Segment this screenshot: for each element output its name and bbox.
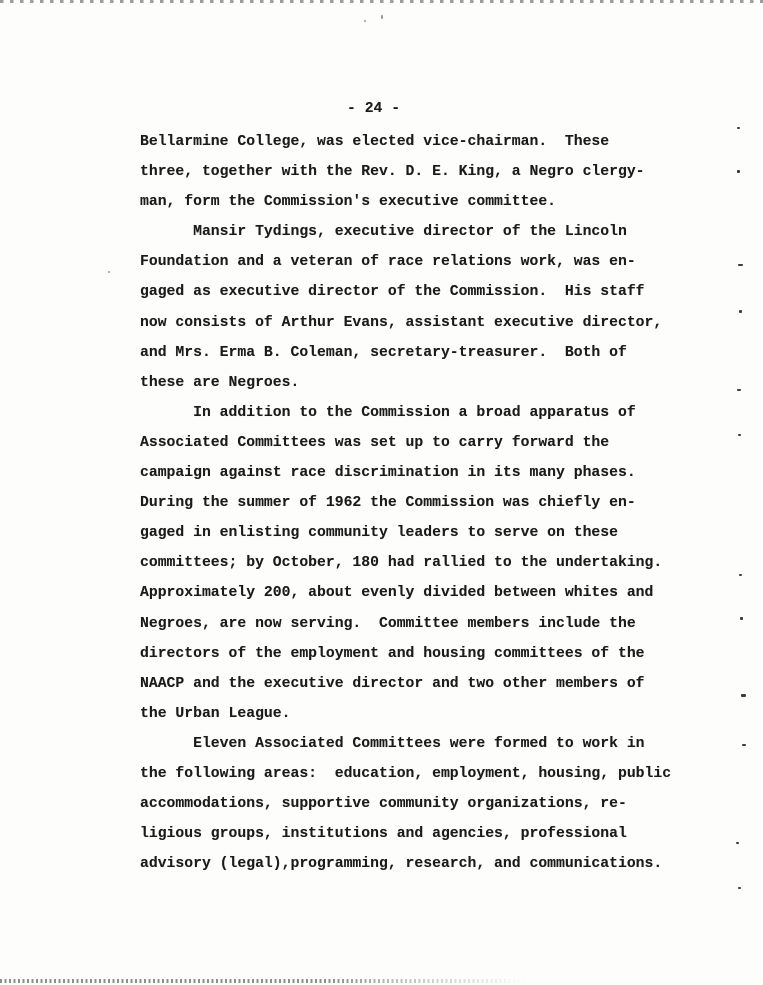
- text-line: Associated Committees was set up to carry forward the: [140, 434, 610, 451]
- scan-speck: [736, 842, 739, 844]
- text-line: NAACP and the executive director and two other members of: [140, 675, 645, 692]
- text-line: Foundation and a veteran of race relations work, was en-: [140, 254, 636, 271]
- text-line: Negroes, are now serving. Committee members include the: [140, 615, 636, 632]
- scan-speck: [741, 694, 746, 697]
- text-line: gaged in enlisting community leaders to serve on these: [140, 525, 618, 542]
- text-line: During the summer of 1962 the Commission was chiefly en-: [140, 495, 636, 512]
- text-line: gaged as executive director of the Commission. His staff: [140, 284, 645, 301]
- text-line: committees; by October, 180 had rallied to the undertaking.: [140, 555, 663, 572]
- scan-speck: [738, 264, 743, 266]
- text-line: accommodations, supportive community organizations, re-: [140, 796, 627, 813]
- scan-speck: [381, 15, 383, 19]
- scan-dotted-line-top: [0, 0, 763, 3]
- text-line: directors of the employment and housing committees of the: [140, 645, 645, 662]
- scan-speck: [742, 744, 746, 746]
- scan-speck: [737, 170, 740, 173]
- text-line: advisory (legal),programming, research, and communications.: [140, 856, 663, 873]
- document-text-block: [140, 127, 715, 879]
- scan-speck: [740, 617, 743, 620]
- page-number: - 24 -: [347, 101, 401, 117]
- scan-speck: [738, 887, 741, 889]
- text-line: campaign against race discrimination in its many phases.: [140, 465, 636, 482]
- scan-speck: [108, 271, 110, 273]
- text-line: now consists of Arthur Evans, assistant executive director,: [140, 314, 663, 331]
- text-line: Approximately 200, about evenly divided between whites and: [140, 585, 654, 602]
- text-line: In addition to the Commission a broad apparatus of: [140, 404, 636, 421]
- scan-dotted-line-bottom: [0, 979, 530, 983]
- text-line: three, together with the Rev. D. E. King, a Negro clergy-: [140, 164, 645, 181]
- scan-speck: [737, 127, 740, 129]
- text-line: and Mrs. Erma B. Coleman, secretary-treasurer. Both of: [140, 344, 627, 361]
- scan-speck: [739, 574, 742, 576]
- text-line: ligious groups, institutions and agencies, professional: [140, 826, 627, 843]
- text-line: the Urban League.: [140, 705, 291, 722]
- scan-speck: [738, 434, 741, 436]
- text-line: the following areas: education, employment, housing, public: [140, 765, 672, 782]
- scan-speck: [739, 310, 742, 313]
- scan-speck: [364, 20, 366, 22]
- text-line: man, form the Commission's executive committee.: [140, 194, 557, 211]
- text-line: Mansir Tydings, executive director of the Lincoln: [140, 224, 627, 241]
- text-line: Eleven Associated Committees were formed to work in: [140, 735, 645, 752]
- text-line: these are Negroes.: [140, 374, 300, 391]
- text-line: Bellarmine College, was elected vice-chairman. These: [140, 134, 610, 150]
- scan-speck: [737, 389, 741, 391]
